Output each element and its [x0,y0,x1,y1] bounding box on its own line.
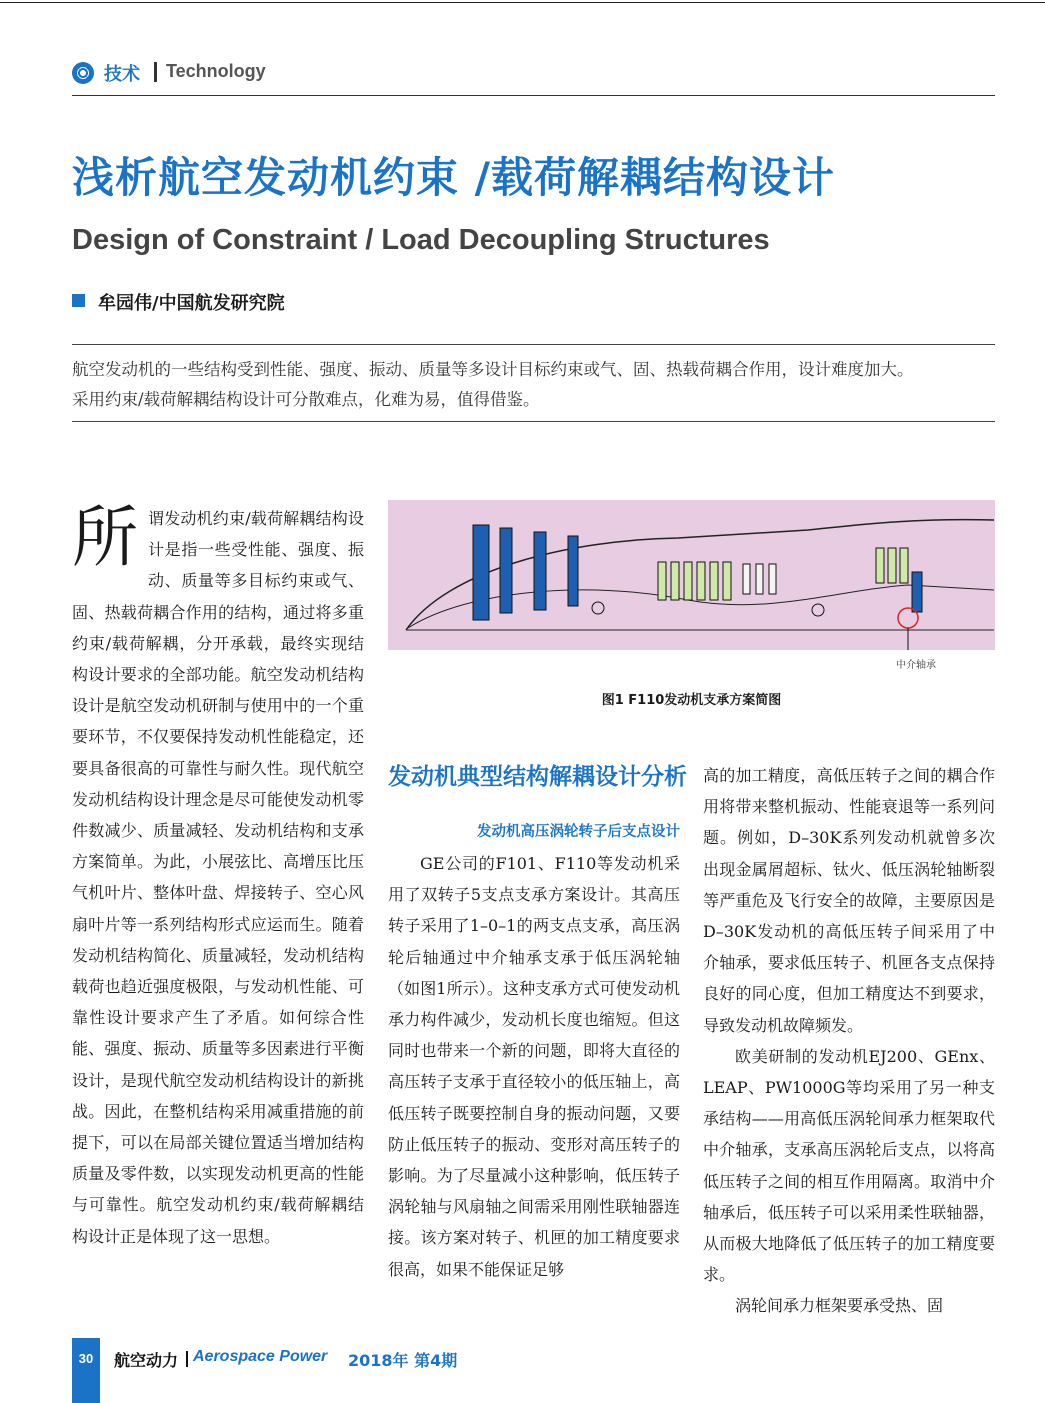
col3-paragraph-1: 高的加工精度，高低压转子之间的耦合作用将带来整机振动、性能衰退等一系列问题。例如，D–30K系列发动机就曾多次出现金属屑超标、钛火、低压涡轮轴断裂等严重危及飞行安全的故障，主要原因是D–30K发动机的高低压转子间采用了中介轴承，要求低压转子、机匣各支点保持良好的同心度，但加工精度达不到要求，导致发动机故障频发。 [703,766,995,1035]
section-label-cn: 技术 [104,64,140,85]
author-marker [72,294,85,307]
journal-logo-icon [72,62,94,84]
section-label-en: Technology [166,61,266,81]
page-number: 30 [78,1351,94,1366]
abstract-top-rule [72,344,995,345]
figure-caption: 图1 F110发动机支承方案简图 [601,693,782,708]
abstract-line-1: 航空发动机的一些结构受到性能、强度、振动、质量等多设计目标约束或气、固、热载荷耦合作用，设计难度加大。 [72,360,914,379]
article-title-cn: 浅析航空发动机约束 /载荷解耦结构设计 [72,153,835,202]
journal-name-en: Aerospace Power [193,1348,328,1365]
section-heading: 发动机典型结构解耦设计分析 [388,764,687,790]
footer-separator [186,1351,188,1367]
abstract [72,355,1002,415]
col2-paragraph: GE公司的F101、F110等发动机采用了双转子5支点支承方案设计。其高压转子采用了1–0–1的两支点支承，高压涡轮后轴通过中介轴承支承于低压涡轮轴（如图1所示）。这种支承方式可使发动机承力构件减少，发动机长度也缩短。但这同时也带来一个新的问题，即将大直径的高压转子支承于直径较小的低压轴上，高低压转子既要控制自身的振动问题，又要防止低压转子的振动、变形对高压转子的影响。为了尽量减小这种影响，低压转子涡轮轴与风扇轴之间需采用刚性联轴器连接。该方案对转子、机匣的加工精度要求很高，如果不能保证足够 [388,854,680,1279]
journal-issue: 2018年 第4期 [348,1351,458,1370]
article-title-en: Design of Constraint / Load Decoupling Structures [72,224,770,256]
abstract-bottom-rule [72,421,995,422]
body-column-2 [388,848,680,1285]
header-separator [154,62,157,82]
col3-paragraph-2: 欧美研制的发动机EJ200、GEnx、LEAP、PW1000G等均采用了另一种支承结构——用高低压涡轮间承力框架取代中介轴承，支承高压涡轮后支点，以将高低压转子之间的相互作用隔离。取消中介轴承后，低压转子可以采用柔性联轴器，从而极大地降低了低压转子的加工精度要求。 [703,1046,995,1285]
subsection-heading: 发动机高压涡轮转子后支点设计 [477,824,680,840]
top-border [0,2,1045,3]
abstract-line-2: 采用约束/载荷解耦结构设计可分散难点，化难为易，值得借鉴。 [72,390,540,409]
figure-annotation-label: 中介轴承 [896,660,936,671]
col1-text: 谓发动机约束/载荷解耦结构设计是指一些受性能、强度、振动、质量等多目标约束或气、固、热载荷耦合作用的结构，通过将多重约束/载荷解耦，分开承载，最终实现结构设计要求的全部功能。航空发动机结构设计是航空发动机研制与使用中的一个重要环节，不仅要保持发动机性能稳定，还要具备很高的可靠性与耐久性。现代航空发动机结构设计理念是尽可能使发动机零件数减少、质量减轻、发动机结构和支承方案简单。为此，小展弦比、高增压比压气机叶片、整体叶盘、焊接转子、空心风扇叶片等一系列结构形式应运而生。随着发动机结构简化、质量减轻，发动机结构载荷也趋近强度极限，与发动机性能、可靠性设计要求产生了矛盾。如何综合性能、强度、振动、质量等多因素进行平衡设计，是现代航空发动机结构设计的新挑战。因此，在整机结构采用减重措施的前提下，可以在局部关键位置适当增加结构质量及零件数，以实现发动机更高的性能与可靠性。航空发动机约束/载荷解耦结构设计正是体现了这一思想。 [72,509,364,1246]
author-byline: 牟园伟/中国航发研究院 [98,293,285,314]
body-column-1 [72,499,364,1252]
body-column-3 [703,760,995,1322]
header-rule [72,95,995,96]
figure-f110-support-diagram [388,500,995,650]
journal-name-cn: 航空动力 [114,1351,179,1370]
engine-schematic [388,500,995,650]
drop-cap: 所 [72,499,138,576]
col3-paragraph-3: 涡轮间承力框架要承受热、固 [735,1296,944,1316]
footer-page-bar [72,1338,100,1403]
